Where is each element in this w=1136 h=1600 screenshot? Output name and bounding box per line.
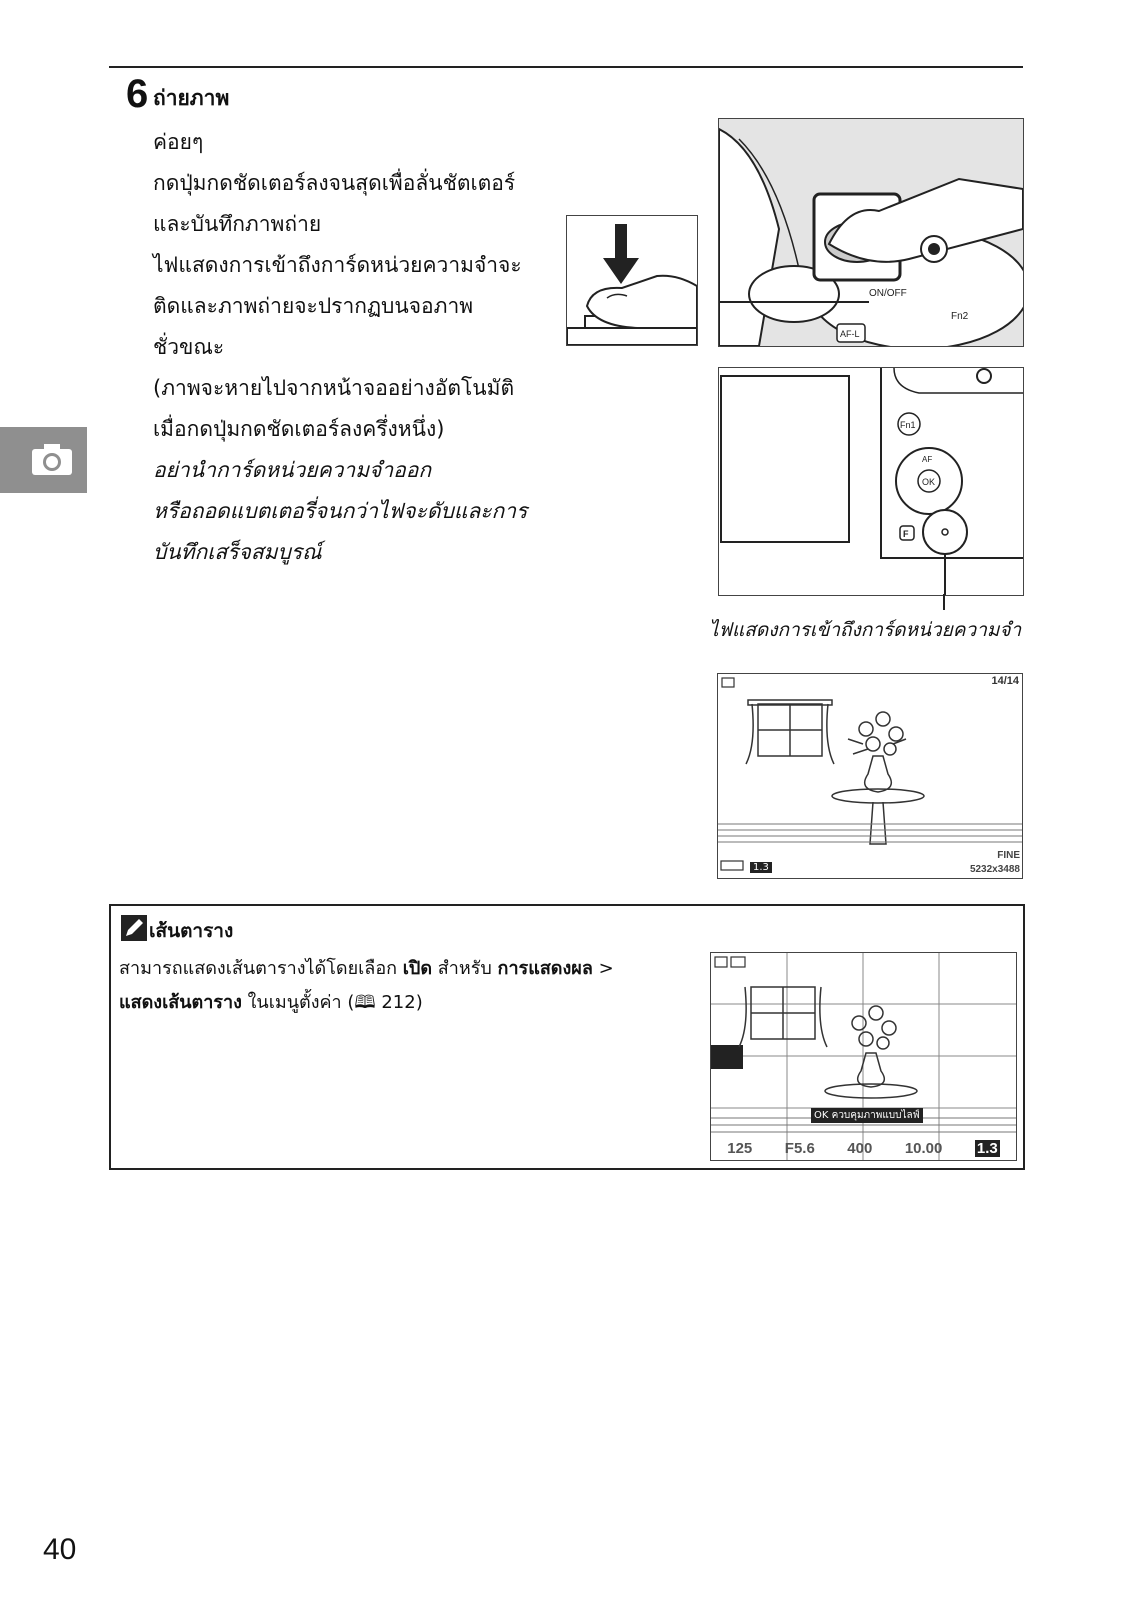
playback-screen: [717, 673, 1023, 879]
camera-icon: [32, 444, 72, 475]
camera-back-illustration: [718, 367, 1024, 596]
step-body: [153, 122, 543, 573]
note-title: เส้นตาราง: [149, 920, 234, 942]
self-timer-value: 10.00: [904, 1140, 943, 1157]
pencil-note-icon: [121, 915, 147, 941]
iso-value: 400: [847, 1140, 873, 1157]
note-box: [109, 904, 1025, 1170]
exposure-compensation: 1.3: [976, 1140, 998, 1157]
ok-label: OK: [922, 477, 936, 487]
step-line: ติดและภาพถ่ายจะปรากฏบนจอภาพ: [153, 294, 474, 318]
note-line-2: แสดงเส้นตาราง ในเมนูตั้งค่า (🕮 212): [119, 992, 423, 1013]
aperture-value: F5.6: [784, 1140, 815, 1157]
shutter-speed: 125: [727, 1140, 753, 1157]
option-on: เปิด: [402, 958, 433, 979]
book-icon: 🕮: [354, 992, 376, 1013]
image-size: 5232x3488: [969, 864, 1020, 875]
step-line: และบันทึกภาพถ่าย: [153, 212, 322, 236]
shooting-section-tab: [0, 427, 87, 493]
fn2-label: Fn2: [951, 311, 969, 322]
exposure-value: 1.3: [750, 862, 772, 873]
on-off-label: ON/OFF: [869, 288, 907, 299]
top-rule: [109, 66, 1023, 68]
step-line: ไฟแสดงการเข้าถึงการ์ดหน่วยความจำจะ: [153, 253, 522, 277]
page-number: 40: [43, 1533, 77, 1566]
menu-grid-display: แสดงเส้นตาราง: [119, 992, 242, 1013]
warning-line: อย่านำการ์ดหน่วยความจำออก: [153, 458, 432, 482]
ok-badge: OK: [814, 1110, 829, 1121]
fn1-label: Fn1: [900, 420, 916, 430]
step-line: ชั่วขณะ: [153, 335, 225, 359]
shutter-press-illustration: [566, 215, 698, 346]
step-line: เมื่อกดปุ่มกดชัดเตอร์ลงครึ่งหนึ่ง): [153, 417, 445, 441]
f-button-label: F: [903, 529, 909, 539]
afl-label: AF-L: [840, 329, 860, 339]
note-body: [119, 952, 679, 1020]
step-number: 6: [126, 72, 149, 116]
step-line: (ภาพจะหายไปจากหน้าจออย่างอัตโนมัติ: [153, 376, 515, 400]
step-line: กดปุ่มกดชัดเตอร์ลงจนสุดเพื่อลั่นชัตเตอร์: [153, 171, 516, 195]
image-quality: FINE: [997, 850, 1020, 861]
warning-line: หรือถอดแบตเตอรี่จนกว่าไฟจะดับและการ: [153, 499, 528, 523]
figure-caption: ไฟแสดงการเข้าถึงการ์ดหน่วยความจำ: [709, 619, 1022, 641]
note-line-1: สามารถแสดงเส้นตารางได้โดยเลือก เปิด สำหรับ การแสดงผล >: [119, 958, 614, 979]
camera-top-illustration: [718, 118, 1024, 347]
warning-line: บันทึกเสร็จสมบูรณ์: [153, 540, 322, 564]
af-label: AF: [922, 455, 933, 464]
caption-leader-line: [943, 594, 945, 610]
menu-display: การแสดงผล: [497, 958, 593, 979]
step-title: ถ่ายภาพ: [153, 86, 230, 110]
grid-live-view-screen: [710, 952, 1017, 1161]
shooting-info-bar: [711, 1140, 1016, 1157]
image-count: 14/14: [991, 675, 1019, 687]
live-view-control-bar: OK ควบคุมภาพแบบไลฟ์: [811, 1108, 923, 1123]
step-line: ค่อยๆ: [153, 130, 204, 154]
page-reference: 212: [381, 992, 416, 1013]
